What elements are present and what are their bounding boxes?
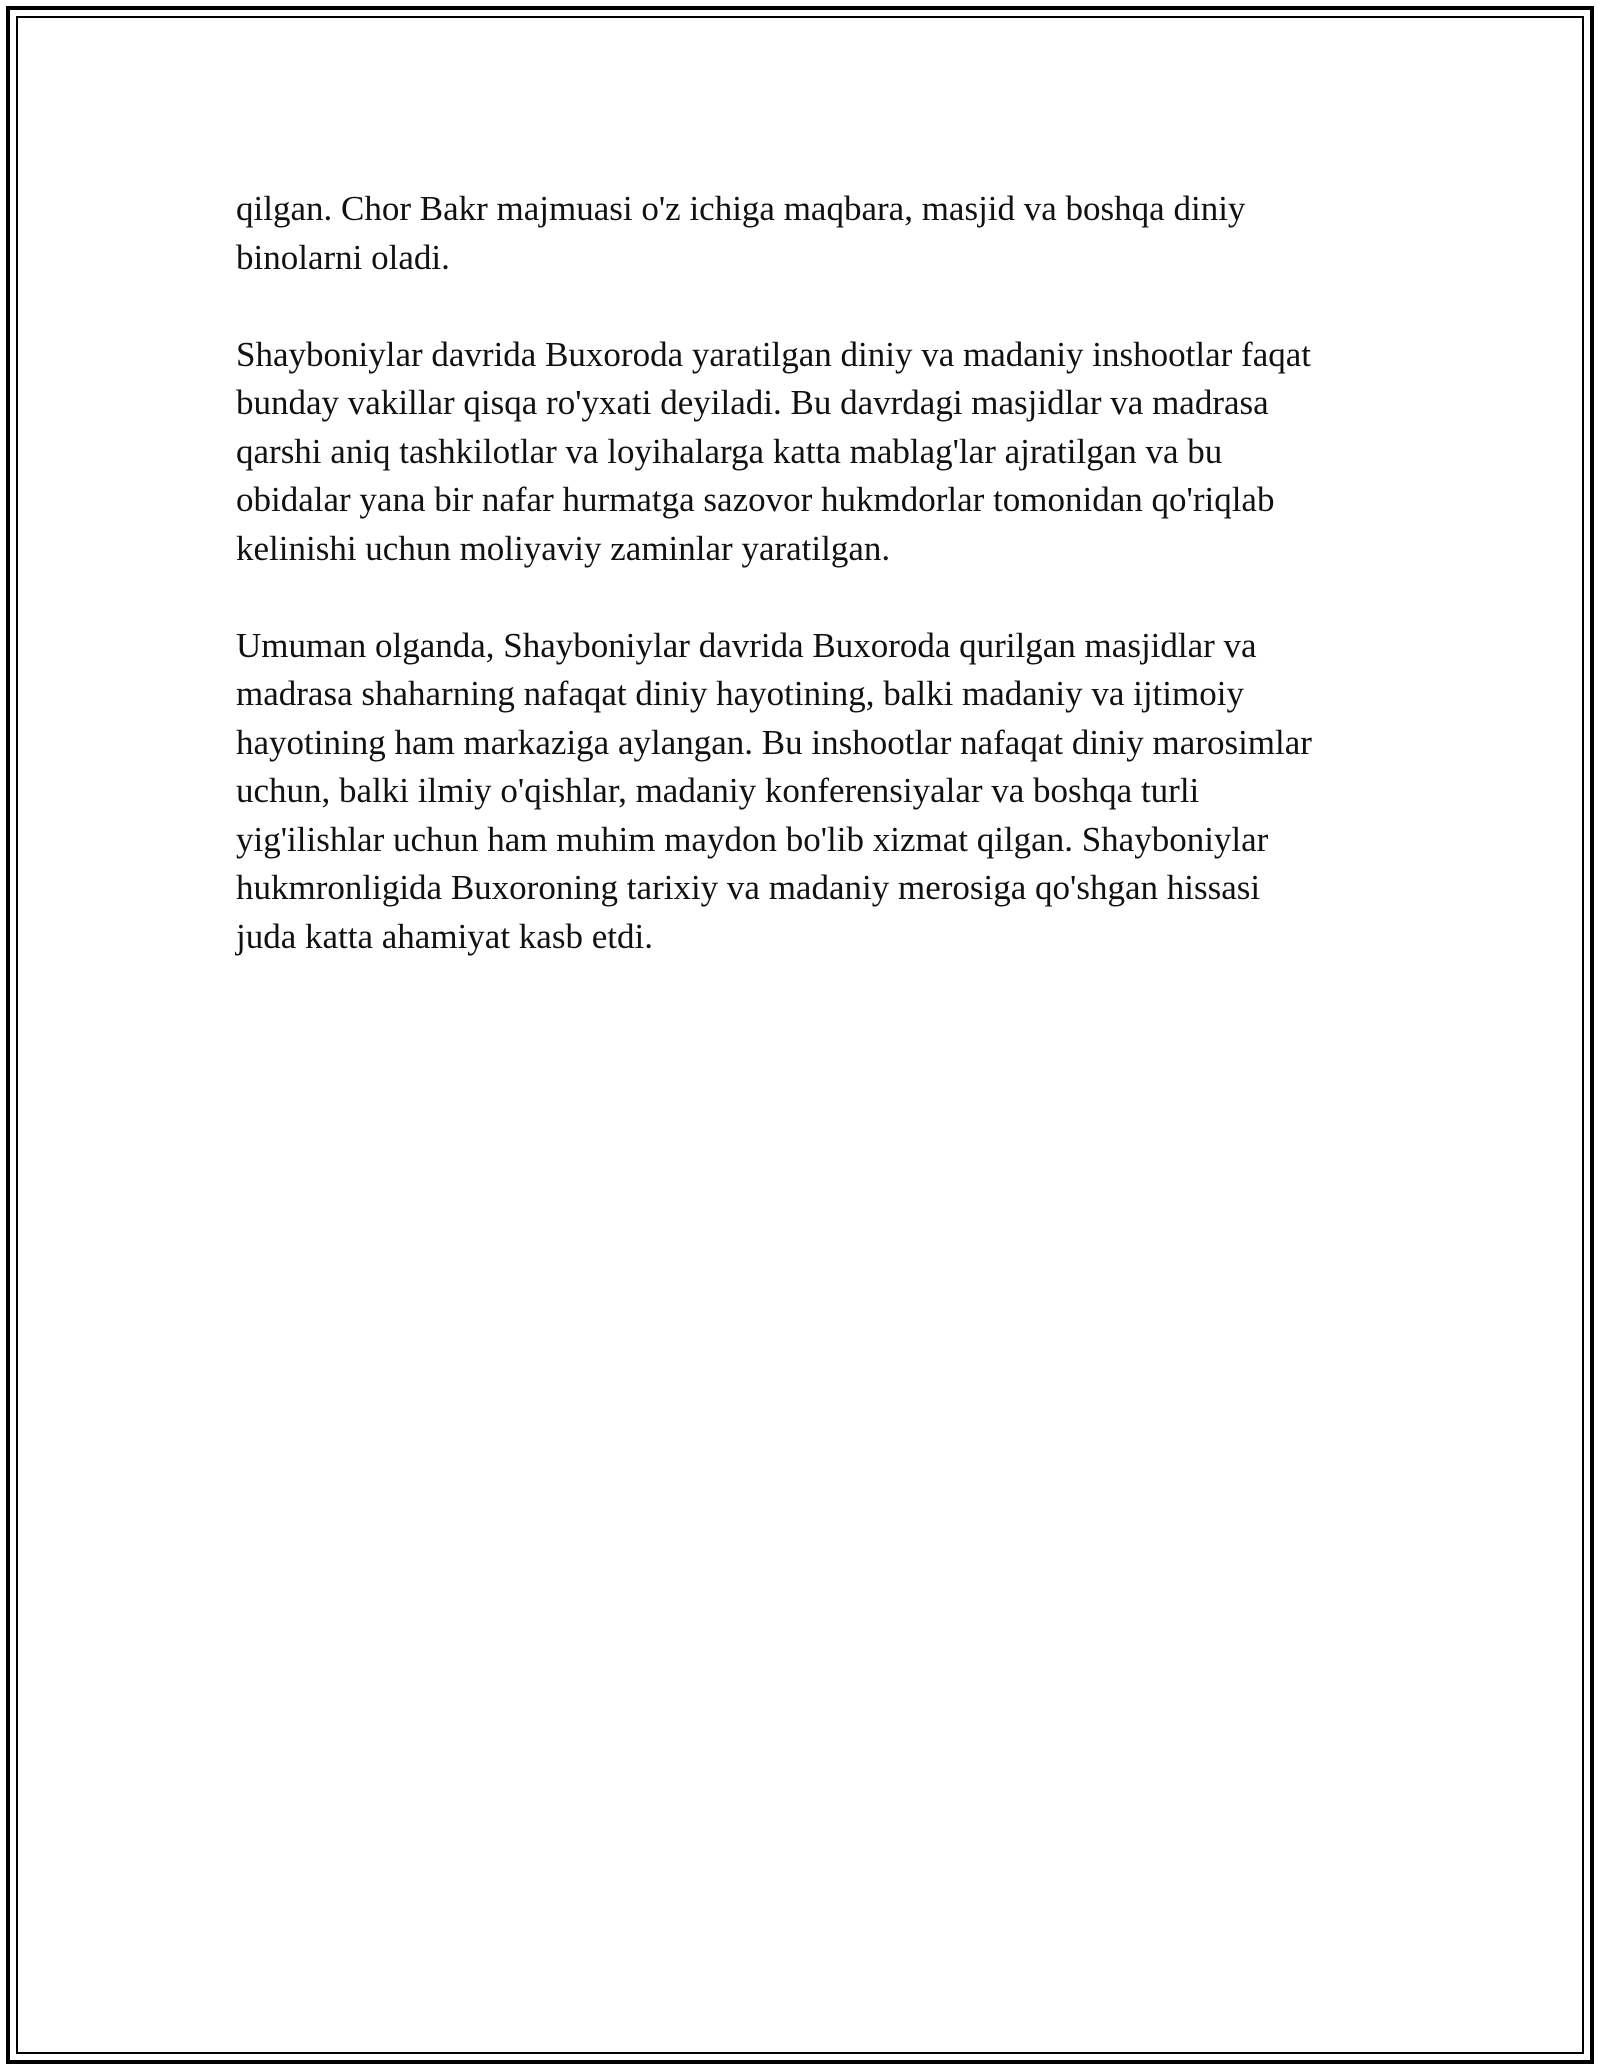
paragraph-1 — [236, 185, 1406, 282]
paragraph-line: kelinishi uchun moliyaviy zaminlar yaratilgan. — [236, 528, 891, 568]
paragraph-line: hukmronligida Buxoroning tarixiy va madaniy merosiga qo'shgan hissasi — [236, 868, 1261, 907]
paragraph-line: Shayboniylar davrida Buxoroda yaratilgan diniy va madaniy inshootlar faqat — [236, 334, 1311, 374]
paragraph-3 — [236, 622, 1406, 962]
paragraph-line: madrasa shaharning nafaqat diniy hayotining, balki madaniy va ijtimoiy — [236, 674, 1244, 713]
paragraph-line: bunday vakillar qisqa ro'yxati deyiladi. Bu davrdagi masjidlar va madrasa — [236, 383, 1269, 422]
paragraph-line: yig'ilishlar uchun ham muhim maydon bo'lib xizmat qilgan. Shayboniylar — [236, 819, 1269, 859]
paragraph-line: qilgan. Chor Bakr majmuasi o'z ichiga maqbara, masjid va boshqa diniy — [236, 189, 1246, 228]
paragraph-line: binolarni oladi. — [236, 237, 450, 277]
document-body — [236, 185, 1406, 1010]
paragraph-line: Umuman olganda, Shayboniylar davrida Buxoroda qurilgan masjidlar va — [236, 625, 1257, 665]
paragraph-2 — [236, 331, 1406, 574]
paragraph-line: uchun, balki ilmiy o'qishlar, madaniy konferensiyalar va boshqa turli — [236, 771, 1200, 810]
paragraph-line: qarshi aniq tashkilotlar va loyihalarga katta mablag'lar ajratilgan va bu — [236, 431, 1223, 471]
paragraph-line: juda katta ahamiyat kasb etdi. — [236, 916, 653, 956]
paragraph-line: obidalar yana bir nafar hurmatga sazovor hukmdorlar tomonidan qo'riqlab — [236, 480, 1275, 519]
paragraph-line: hayotining ham markaziga aylangan. Bu inshootlar nafaqat diniy marosimlar — [236, 722, 1312, 762]
